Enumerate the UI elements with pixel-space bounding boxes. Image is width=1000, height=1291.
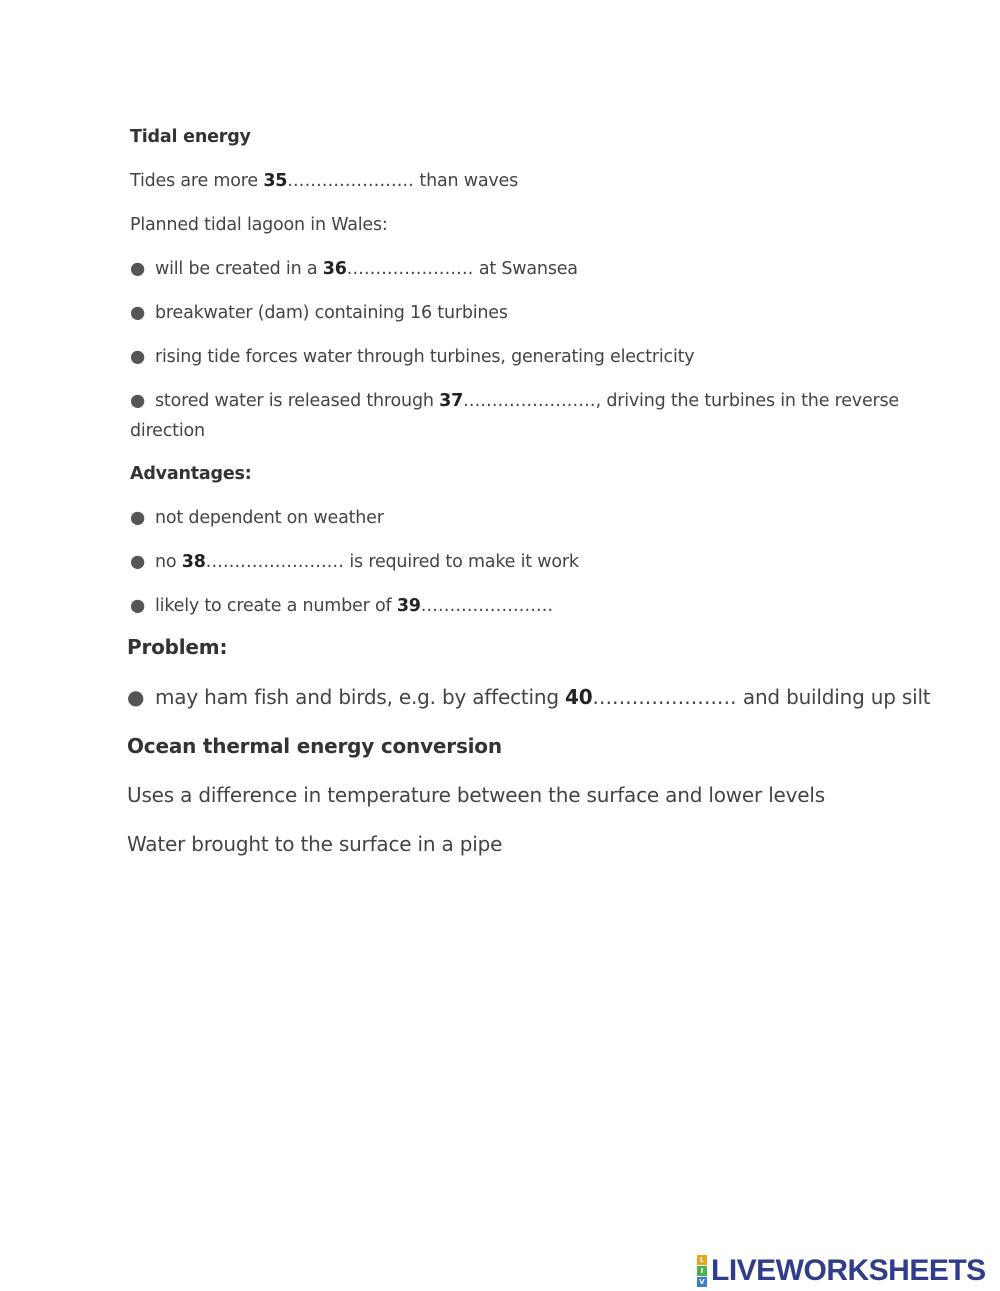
- bullet-text: stored water is released through: [155, 391, 440, 411]
- bullet-item: [130, 258, 578, 280]
- logo-badge-letter: V: [697, 1277, 707, 1287]
- tides-post: than waves: [414, 171, 519, 191]
- bullet-item: [130, 551, 579, 573]
- bullet-text: rising tide forces water through turbines, generating electricity: [155, 347, 695, 367]
- liveworksheets-logo: [697, 1254, 986, 1288]
- otec-heading: Ocean thermal energy conversion: [127, 734, 502, 758]
- bullet-icon: ●: [130, 508, 146, 528]
- bullet-text-post: at Swansea: [473, 259, 578, 279]
- bullet-text: may ham fish and birds, e.g. by affecting: [155, 685, 566, 709]
- bullet-item: [127, 686, 930, 708]
- bullet-item: [130, 302, 508, 324]
- logo-badge-icon: [697, 1255, 707, 1287]
- question-36-number: 36: [322, 259, 347, 279]
- advantages-heading: Advantages:: [130, 464, 252, 484]
- question-39-number: 39: [396, 596, 421, 616]
- answer-blank-39[interactable]: .......................: [420, 596, 554, 616]
- bullet-item: [130, 595, 553, 617]
- bullet-icon: ●: [130, 391, 146, 411]
- otec-line-1: Uses a difference in temperature between the surface and lower levels: [127, 783, 825, 807]
- bullet-text: breakwater (dam) containing 16 turbines: [155, 303, 508, 323]
- tides-line: [130, 170, 518, 192]
- bullet-text-post: is required to make it work: [344, 552, 579, 572]
- answer-blank-40[interactable]: ......................: [592, 685, 737, 709]
- answer-blank-35[interactable]: ......................: [287, 171, 415, 191]
- question-38-number: 38: [181, 552, 206, 572]
- bullet-text: not dependent on weather: [155, 508, 384, 528]
- logo-badge-letter: I: [697, 1266, 707, 1276]
- bullet-text-post: and building up silt: [736, 685, 931, 709]
- bullet-icon: ●: [130, 259, 146, 279]
- planned-lagoon-line: Planned tidal lagoon in Wales:: [130, 215, 388, 235]
- question-40-number: 40: [565, 685, 593, 709]
- bullet-text: no: [155, 552, 182, 572]
- question-37-number: 37: [439, 391, 464, 411]
- bullet-item: [130, 390, 899, 412]
- question-35-number: 35: [263, 171, 288, 191]
- bullet-icon: ●: [130, 347, 146, 367]
- logo-text: LIVEWORKSHEETS: [711, 1254, 986, 1287]
- bullet-text: will be created in a: [155, 259, 323, 279]
- bullet-icon: ●: [130, 303, 146, 323]
- bullet-continuation: direction: [130, 421, 205, 441]
- bullet-text: likely to create a number of: [155, 596, 397, 616]
- bullet-item: [130, 507, 384, 529]
- answer-blank-37[interactable]: .......................: [463, 391, 596, 411]
- tidal-energy-heading: Tidal energy: [130, 127, 251, 147]
- problem-heading: Problem:: [127, 635, 228, 659]
- bullet-icon: ●: [127, 685, 145, 709]
- bullet-item: [130, 346, 694, 368]
- answer-blank-38[interactable]: ........................: [205, 552, 345, 572]
- otec-line-2: Water brought to the surface in a pipe: [127, 832, 503, 856]
- bullet-text-post: , driving the turbines in the reverse: [595, 391, 899, 411]
- answer-blank-36[interactable]: ......................: [346, 259, 474, 279]
- bullet-icon: ●: [130, 552, 146, 572]
- tides-pre: Tides are more: [130, 171, 264, 191]
- bullet-icon: ●: [130, 596, 146, 616]
- logo-badge-letter: L: [697, 1255, 707, 1265]
